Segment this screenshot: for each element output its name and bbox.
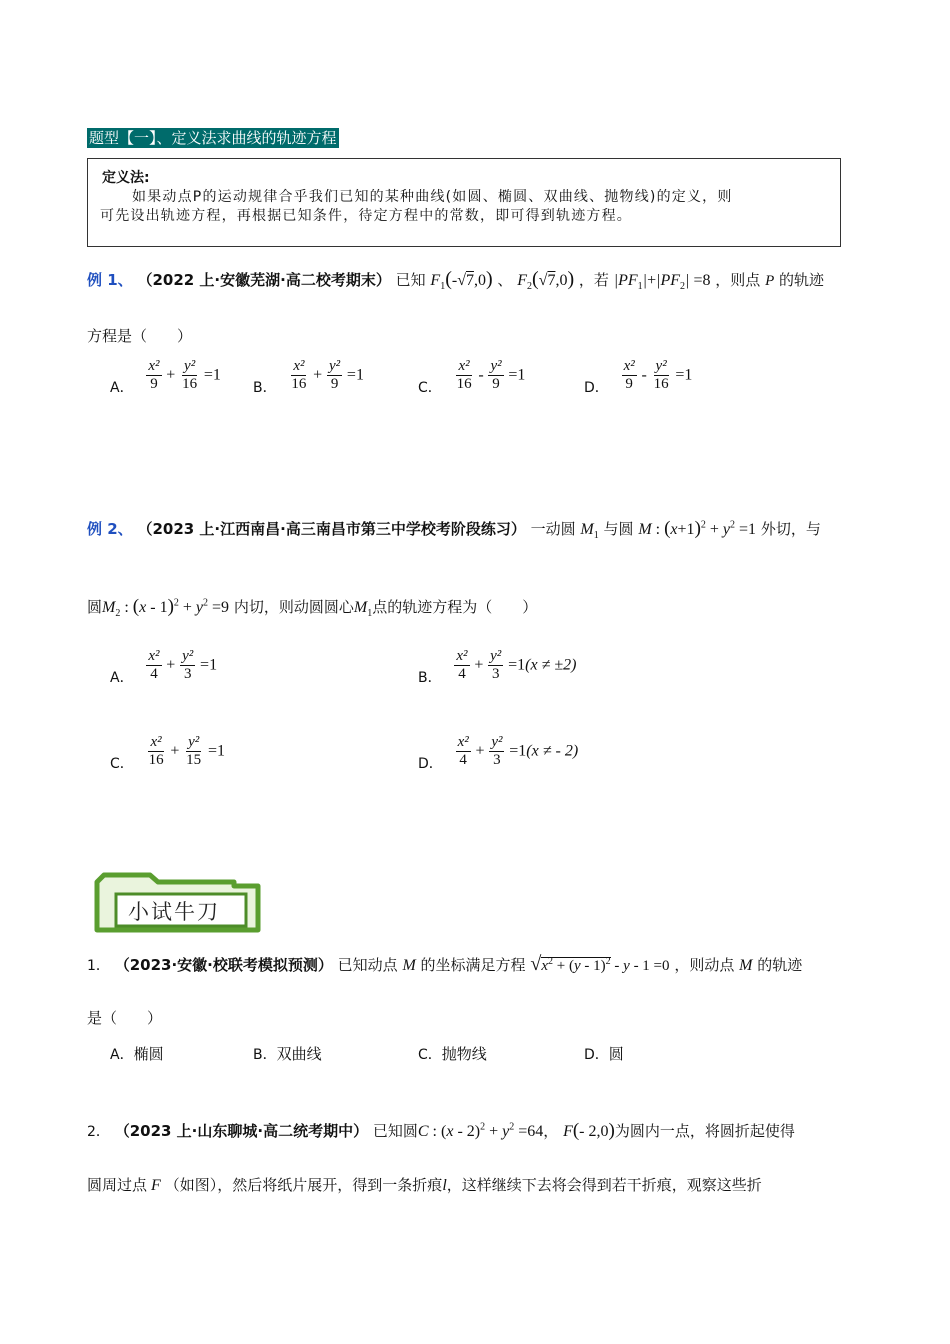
definition-heading: 定义法: (102, 170, 150, 186)
definition-line-2: 可先设出轨迹方程，再根据已知条件，待定方程中的常数，即可得到轨迹方程。 (100, 208, 632, 224)
example-2-stem: 例 2、 （2023 上·江西南昌·高三南昌市第三中学校考阶段练习） 一动圆 $M_1$ 与圆 M : $(x+1)^2 + y^2 =1$ 外切，与 (87, 518, 821, 542)
example-1-source: （2022 上·安徽芜湖·高二校考期末） (137, 271, 391, 289)
example-2-option-b[interactable]: B． $\frac{\text{x²}}{4}$ + $\frac{\text{y²}}{3}$ =1(x ≠ ±2) (418, 648, 577, 686)
example-1-label: 例 1、 (87, 271, 133, 289)
formula-f1: $F_1(-√7,0)$ (430, 268, 493, 293)
formula-point-f: F(- 2,0) (563, 1120, 615, 1141)
example-1-option-a[interactable]: A． $\frac{\text{x²}}{9}$ + $\frac{\text{y²}}{16}$ =1 (110, 358, 221, 396)
example-2-option-a[interactable]: A． $\frac{\text{x²}}{4}$ + $\frac{\text{y²}}{3}$ =1 (110, 648, 218, 686)
example-2-source: （2023 上·江西南昌·高三南昌市第三中学校考阶段练习） (137, 520, 526, 538)
example-1-stem: 例 1、 （2022 上·安徽芜湖·高二校考期末） 已知 $F_1(-√7,0)$ 、 $F_2(√7,0)$ ，若 $|PF_1|+|PF_2| =8$ ，则点 P 的轨迹 (87, 268, 825, 293)
formula-circle-c: C : $(x - 2)^2 + y^2 =64$ (417, 1121, 544, 1140)
example-1-option-d[interactable]: D． $\frac{\text{x²}}{9}$ - $\frac{\text{y²}}{16}$ =1 (584, 358, 693, 396)
badge-text: 小试牛刀 (128, 900, 220, 924)
question-1-option-a[interactable]: A．椭圆 (110, 1045, 164, 1063)
question-1-stem: 1． （2023·安徽·校联考模拟预测） 已知动点 M 的坐标满足方程 $√x^2 + (y - 1)^2 - y - 1 =0$ ，则动点 M 的轨迹 (87, 953, 803, 975)
question-1-number: 1． (87, 958, 110, 974)
definition-box (87, 158, 841, 247)
question-1-option-b[interactable]: B．双曲线 (253, 1045, 322, 1063)
question-2-source: （2023 上·山东聊城·高二统考期中） (114, 1122, 369, 1140)
example-1-line-2: 方程是（ ） (87, 327, 193, 345)
question-2-line-2: 圆周过点 F （如图），然后将纸片展开，得到一条折痕l，这样继续下去将会得到若干折痕，观察这些折 (87, 1176, 762, 1194)
question-1-line-2: 是（ ） (87, 1009, 163, 1027)
example-1-option-c[interactable]: C． $\frac{\text{x²}}{16}$ - $\frac{\text{y²}}{9}$ =1 (418, 358, 526, 396)
example-2-option-d[interactable]: D． $\frac{\text{x²}}{4}$ + $\frac{\text{y²}}{3}$ =1(x ≠ - 2) (418, 734, 579, 772)
question-1-option-c[interactable]: C．抛物线 (418, 1045, 487, 1063)
example-2-line-2: 圆$M_2$ : $(x - 1)^2 + y^2 =9$ 内切，则动圆圆心$M_1$点的轨迹方程为（ ） (87, 596, 538, 620)
definition-line-1: 如果动点P的运动规律合乎我们已知的某种曲线(如圆、椭圆、双曲线、抛物线)的定义，则 (132, 189, 733, 205)
question-1-option-d[interactable]: D．圆 (584, 1045, 624, 1063)
practice-badge (94, 872, 262, 934)
formula-circle-m2: $M_2$ : $(x - 1)^2 + y^2 =9$ (102, 596, 230, 620)
formula-distance-sum: $|PF_1|+|PF_2| =8$ (613, 272, 711, 293)
question-1-source: （2023·安徽·校联考模拟预测） (114, 956, 333, 974)
example-2-option-c[interactable]: C． $\frac{\text{x²}}{16}$ + $\frac{\text{y²}}{15}$ =1 (110, 734, 225, 772)
formula-m1: $M_1$ (580, 521, 599, 542)
example-2-label: 例 2、 (87, 520, 133, 538)
formula-circle-m: M : $(x+1)^2 + y^2 =1$ (638, 518, 757, 539)
section-title: 题型【一】、定义法求曲线的轨迹方程 (89, 129, 337, 147)
formula-f2: $F_2(√7,0)$ (517, 268, 575, 293)
example-1-option-b[interactable]: B． $\frac{\text{x²}}{16}$ + $\frac{\text{y²}}{9}$ =1 (253, 358, 364, 396)
question-2-stem: 2． （2023 上·山东聊城·高二统考期中） 已知圆C : $(x - 2)^2 + y^2 =64$， F(- 2,0)为圆内一点，将圆折起使得 (87, 1120, 795, 1141)
point-p: P (765, 273, 775, 289)
formula-m1-center: $M_1$ (353, 599, 373, 620)
question-2-number: 2． (87, 1124, 110, 1140)
formula-q1-equation: $√x^2 + (y - 1)^2 - y - 1 =0$ (530, 953, 670, 975)
